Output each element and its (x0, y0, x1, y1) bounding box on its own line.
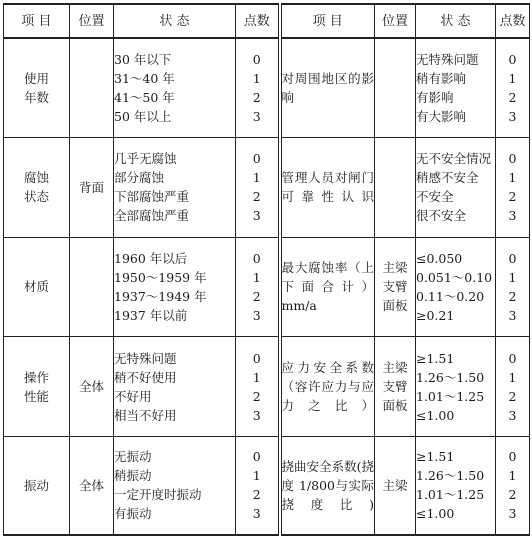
points-text: 1 (252, 269, 261, 285)
state-text: 几乎无腐蚀 (114, 151, 177, 167)
state-text: 无特殊问题 (416, 52, 479, 68)
position-text-line (70, 277, 113, 296)
position-cell (70, 337, 114, 437)
header-state-right: 状 态 (416, 4, 496, 38)
points-text: 1 (508, 468, 517, 484)
points-text: 2 (252, 388, 261, 404)
position-cell-right (375, 138, 416, 238)
table-row (4, 237, 530, 337)
position-cell-right (375, 337, 416, 437)
points-text: 1 (252, 468, 261, 484)
points-cell-right (496, 237, 530, 337)
state-text: 1937 年以前 (114, 307, 188, 323)
header-position-right: 位置 (375, 4, 416, 38)
points-text: 2 (508, 388, 517, 404)
state-text: 1960 年以后 (114, 250, 188, 266)
item-cell-right: 应力安全系数（容许应力与应力之比） (280, 337, 375, 437)
state-text: 无特殊问题 (114, 350, 177, 366)
points-cell (236, 337, 280, 437)
item-text-line: 状态 (23, 189, 49, 205)
state-text: 有振动 (114, 506, 152, 522)
item-cell (4, 138, 70, 238)
state-text: 有大影响 (416, 109, 467, 125)
state-text: 1.26～1.50 (416, 468, 485, 484)
points-text: 2 (252, 487, 261, 503)
points-text: 1 (252, 369, 261, 385)
points-text: 0 (252, 250, 261, 266)
points-cell-right (496, 138, 530, 238)
points-text: 3 (508, 109, 517, 125)
state-text: 0.11～0.20 (416, 288, 485, 304)
position-text-line: 支臂 (382, 279, 408, 295)
state-text: 不好用 (114, 388, 152, 404)
points-text: 0 (508, 52, 517, 68)
points-text: 0 (252, 151, 261, 167)
state-cell-right (416, 337, 496, 437)
item-cell (4, 436, 70, 535)
item-text-line: 年数 (23, 90, 49, 106)
points-text: 3 (508, 208, 517, 224)
header-points: 点数 (236, 4, 280, 38)
points-text: 0 (508, 250, 517, 266)
position-text-line: 面板 (382, 298, 408, 314)
item-cell-right: 挠曲安全系数(挠度 1/800与实际挠度比) (280, 436, 375, 535)
state-text: 无不安全情况 (416, 151, 492, 167)
points-cell (236, 237, 280, 337)
state-text: 1.01～1.25 (416, 487, 485, 503)
header-item-right: 项 目 (280, 4, 375, 38)
points-text: 2 (508, 189, 517, 205)
position-cell (70, 38, 114, 138)
state-text: ≥0.21 (416, 307, 455, 323)
item-cell-right: 对周围地区的影响 (280, 38, 375, 138)
position-cell (70, 237, 114, 337)
state-text: 无振动 (114, 449, 152, 465)
points-text: 0 (252, 350, 261, 366)
state-text: 很不安全 (416, 208, 467, 224)
points-text: 3 (252, 307, 261, 323)
item-cell (4, 38, 70, 138)
state-text: 有影响 (416, 90, 454, 106)
state-text: 41～50 年 (114, 90, 175, 106)
position-text-line: 主梁 (382, 360, 408, 376)
header-position: 位置 (70, 4, 114, 38)
points-text: 0 (508, 449, 517, 465)
state-text: 下部腐蚀严重 (114, 189, 190, 205)
header-item: 项 目 (4, 4, 70, 38)
position-cell-right (375, 237, 416, 337)
position-text-line: 主梁 (382, 477, 408, 493)
state-text: ≥1.51 (416, 350, 455, 366)
item-text-line: 性能 (23, 388, 49, 404)
points-cell (236, 436, 280, 535)
position-text-line: 全体 (78, 379, 104, 395)
item-text-line: 材质 (23, 279, 49, 295)
position-text-line (375, 79, 415, 98)
state-cell (114, 38, 236, 138)
position-cell-right (375, 436, 416, 535)
points-text: 2 (252, 189, 261, 205)
state-cell-right (416, 237, 496, 337)
points-cell-right (496, 436, 530, 535)
points-cell-right (496, 337, 530, 437)
state-text: ≤1.00 (416, 506, 455, 522)
item-cell (4, 237, 70, 337)
header-points-right: 点数 (496, 4, 530, 38)
state-text: ≥1.51 (416, 449, 455, 465)
points-text: 2 (508, 288, 517, 304)
header-row (4, 4, 530, 38)
state-text: ≤0.050 (416, 250, 463, 266)
state-text: 稍感不安全 (416, 170, 479, 186)
position-text-line: 全体 (78, 477, 104, 493)
state-text: 稍振动 (114, 468, 152, 484)
state-text: 一定开度时振动 (114, 487, 202, 503)
points-text: 1 (508, 170, 517, 186)
points-text: 2 (252, 288, 261, 304)
state-cell-right (416, 38, 496, 138)
points-cell (236, 138, 280, 238)
position-cell (70, 436, 114, 535)
state-text: 全部腐蚀严重 (114, 208, 190, 224)
points-text: 3 (508, 506, 517, 522)
state-text: 1950～1959 年 (114, 269, 207, 285)
points-text: 1 (508, 71, 517, 87)
item-cell (4, 337, 70, 437)
state-text: 50 年以上 (114, 109, 172, 125)
table-row (4, 337, 530, 437)
item-text-line: 振动 (23, 477, 49, 493)
points-text: 0 (508, 350, 517, 366)
item-cell-right: 最大腐蚀率（上下面合计）mm/a (280, 237, 375, 337)
state-text: 稍不好使用 (114, 369, 177, 385)
state-cell (114, 237, 236, 337)
state-text: ≤1.00 (416, 407, 455, 423)
points-text: 3 (252, 208, 261, 224)
item-text-line: 操作 (23, 369, 49, 385)
state-text: 稍有影响 (416, 71, 467, 87)
points-text: 3 (252, 109, 261, 125)
points-text: 3 (252, 407, 261, 423)
header-state: 状 态 (114, 4, 236, 38)
position-text-line (70, 79, 113, 98)
state-cell (114, 436, 236, 535)
position-text-line: 主梁 (382, 260, 408, 276)
state-text: 1.01～1.25 (416, 388, 485, 404)
points-cell (236, 38, 280, 138)
state-text: 30 年以下 (114, 52, 172, 68)
points-text: 3 (252, 506, 261, 522)
position-text-line: 面板 (382, 398, 408, 414)
state-text: 1937～1949 年 (114, 288, 207, 304)
points-text: 1 (508, 269, 517, 285)
points-text: 2 (508, 487, 517, 503)
points-text: 0 (252, 449, 261, 465)
position-text-line (375, 178, 415, 197)
gate-rating-table (3, 3, 530, 536)
points-text: 3 (508, 407, 517, 423)
points-text: 3 (508, 307, 517, 323)
points-text: 1 (508, 369, 517, 385)
points-text: 1 (252, 170, 261, 186)
state-text: 不安全 (416, 189, 454, 205)
state-cell (114, 337, 236, 437)
state-text: 部分腐蚀 (114, 170, 165, 186)
item-cell-right: 管理人员对闸门可靠性认识 (280, 138, 375, 238)
position-cell-right (375, 38, 416, 138)
points-cell-right (496, 38, 530, 138)
state-text: 1.26～1.50 (416, 369, 485, 385)
state-cell-right (416, 138, 496, 238)
points-text: 1 (252, 71, 261, 87)
position-text-line: 支臂 (382, 379, 408, 395)
points-text: 2 (252, 90, 261, 106)
table-row (4, 436, 530, 535)
state-cell (114, 138, 236, 238)
table-row (4, 38, 530, 138)
position-text-line: 背面 (78, 179, 104, 195)
state-text: 31～40 年 (114, 71, 175, 87)
points-text: 0 (252, 52, 261, 68)
state-text: 相当不好用 (114, 407, 177, 423)
state-text: 0.051～0.10 (416, 269, 493, 285)
state-cell-right (416, 436, 496, 535)
points-text: 2 (508, 90, 517, 106)
points-text: 0 (508, 151, 517, 167)
item-text-line: 腐蚀 (23, 170, 49, 186)
item-text-line: 使用 (23, 71, 49, 87)
table-row (4, 138, 530, 238)
position-cell (70, 138, 114, 238)
